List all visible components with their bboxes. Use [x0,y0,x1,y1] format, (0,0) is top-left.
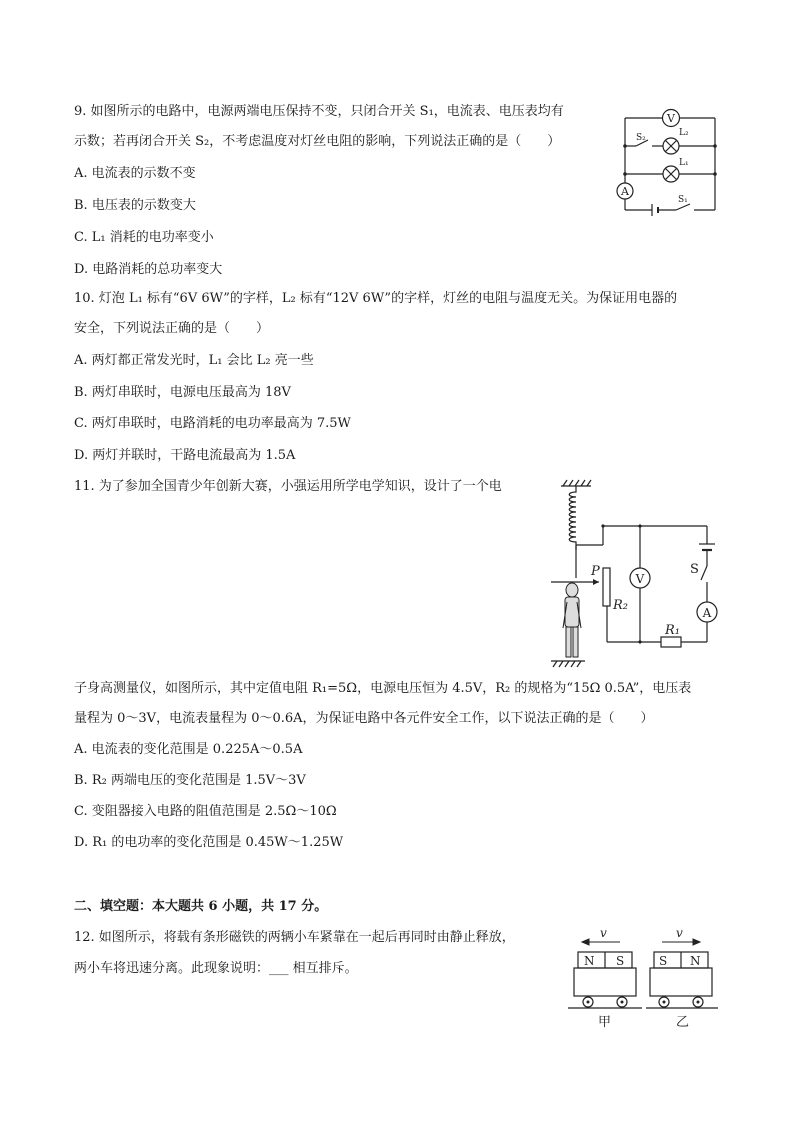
q10-option-d: D. 两灯并联时，干路电流最高为 1.5A [74,448,296,463]
lamp-l1-label: L₁ [679,158,689,168]
q11-stem-line3: 量程为 0～3V，电流表量程为 0～0.6A，为保证电路中各元件安全工作，以下说法正确的是（ ） [74,711,654,726]
q12-stem-line1: 12. 如图所示，将载有条形磁铁的两辆小车紧靠在一起后再同时由静止释放， [74,930,515,945]
q11-stem-line1: 11. 为了参加全国青少年创新大赛，小强运用所学电学知识，设计了一个电 [74,479,502,494]
ammeter-icon [697,602,717,622]
section-heading: 二、填空题：本大题共 6 小题，共 17 分。 [74,899,328,914]
q12-stem-line2: 两小车将迅速分离。此现象说明：___ 相互排斥。 [74,961,358,976]
q10-stem-line2: 安全，下列说法正确的是（ ） [74,321,270,336]
q11-option-a: A. 电流表的变化范围是 0.225A～0.5A [74,742,303,757]
magnet-s-pole-left: S [616,954,625,968]
q9-option-b: B. 电压表的示数变大 [74,198,196,213]
q9-circuit-diagram [612,106,722,216]
q11-option-d: D. R₁ 的电功率的变化范围是 0.45W～1.25W [74,835,344,850]
svg-text:V: V [667,112,675,125]
switch-s1-label: S₁ [678,195,688,205]
q10-stem-line1: 10. 灯泡 L₁ 标有“6V 6W”的字样，L₂ 标有“12V 6W”的字样，灯丝的电阻与温度无关。为保证用电器的 [74,291,678,306]
svg-text:A: A [621,185,629,198]
magnet-s-pole-right: S [659,954,668,968]
magnet-n-pole-right: N [690,954,701,968]
voltmeter-icon [663,110,680,127]
lamp-l2-icon [663,138,679,154]
cart-label-jia: 甲 [598,1015,612,1030]
q9-stem-line1: 9. 如图所示的电路中，电源两端电压保持不变，只闭合开关 S₁，电流表、电压表均有 [74,104,564,119]
q12-magnet-carts-diagram [566,924,726,1034]
q10-option-a: A. 两灯都正常发光时，L₁ 会比 L₂ 亮一些 [74,353,314,368]
q9-stem-line2: 示数；若再闭合开关 S₂，不考虑温度对灯丝电阻的影响，下列说法正确的是（ ） [74,134,561,149]
q11-option-b: B. R₂ 两端电压的变化范围是 1.5V～3V [74,773,306,788]
ammeter-icon [617,183,633,199]
resistor-r1-label: R₁ [665,623,680,638]
rheostat-r2-label: R₂ [613,598,628,613]
q11-option-c: C. 变阻器接入电路的阻值范围是 2.5Ω～10Ω [74,804,337,819]
magnet-n-pole-left: N [584,954,595,968]
lamp-l1-icon [663,166,679,182]
velocity-v-right: v [676,926,683,940]
lamp-l2-label: L₂ [679,128,689,138]
q9-option-c: C. L₁ 消耗的电功率变小 [74,230,214,245]
svg-text:A: A [702,606,712,620]
voltmeter-icon [630,568,650,588]
q11-stem-line2: 子身高测量仪，如图所示，其中定值电阻 R₁=5Ω，电源电压恒为 4.5V，R₂ 的规格为“15Ω 0.5A”，电压表 [74,681,692,696]
q9-option-a: A. 电流表的示数不变 [74,166,196,181]
cart-label-yi: 乙 [676,1015,690,1030]
person-figure [563,583,581,657]
q9-option-d: D. 电路消耗的总功率变大 [74,262,223,277]
velocity-v-left: v [600,926,607,940]
q10-option-c: C. 两灯串联时，电路消耗的电功率最高为 7.5W [74,416,351,431]
q10-option-b: B. 两灯串联时，电源电压最高为 18V [74,385,291,400]
switch-s2-label: S₂ [636,133,646,143]
switch-s-label: S [690,562,699,577]
svg-text:V: V [635,572,645,586]
q11-height-meter-diagram [543,478,733,670]
slider-p-label: P [591,564,600,579]
